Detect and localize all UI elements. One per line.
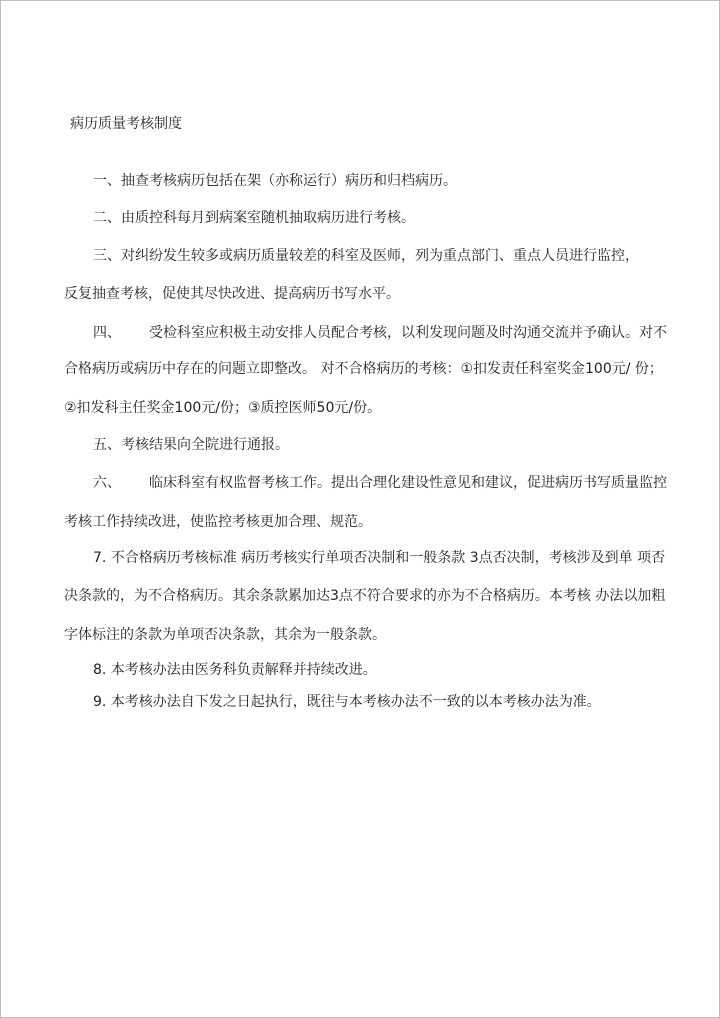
paragraph-line-10: 考核工作持续改进，使监控考核更加合理、规范。 xyxy=(64,514,372,530)
section-marker-six: 六、 xyxy=(93,475,121,491)
paragraph-line-4: 反复抽查考核，促使其尽快改进、提高病历书写水平。 xyxy=(64,286,400,302)
paragraph-line-6: 合格病历或病历中存在的问题立即整改。 对不合格病历的考核：①扣发责任科室奖金100元/ 份； xyxy=(64,361,663,377)
paragraph-line-15: 9. 本考核办法自下发之日起执行，既往与本考核办法不一致的以本考核办法为准。 xyxy=(93,694,601,710)
paragraph-line-2: 二、由质控科每月到病案室随机抽取病历进行考核。 xyxy=(93,210,415,226)
paragraph-line-9 xyxy=(93,473,667,493)
paragraph-line-5 xyxy=(93,323,667,343)
paragraph-line-13: 字体标注的条款为单项否决条款，其余为一般条款。 xyxy=(64,627,386,643)
paragraph-line-3: 三、对纠纷发生较多或病历质量较差的科室及医师，列为重点部门、重点人员进行监控， xyxy=(93,248,639,264)
document-title: 病历质量考核制度 xyxy=(70,116,182,132)
paragraph-line-14: 8. 本考核办法由医务科负责解释并持续改进。 xyxy=(93,662,377,678)
paragraph-line-11: 7. 不合格病历考核标准 病历考核实行单项否决制和一般条款 3点否决制，考核涉及到单 项否 xyxy=(93,550,666,566)
section-marker-four: 四、 xyxy=(93,325,121,341)
paragraph-line-5-text: 受检科室应积极主动安排人员配合考核，以利发现问题及时沟通交流并予确认。对不 xyxy=(149,325,667,341)
paragraph-line-12: 决条款的，为不合格病历。其余条款累加达3点不符合要求的亦为不合格病历。本考核 办法以加粗 xyxy=(64,588,666,604)
paragraph-line-8: 五、考核结果向全院进行通报。 xyxy=(93,437,289,453)
paragraph-line-1: 一、抽查考核病历包括在架（亦称运行）病历和归档病历。 xyxy=(93,173,457,189)
paragraph-line-9-text: 临床科室有权监督考核工作。提出合理化建设性意见和建议，促进病历书写质量监控 xyxy=(149,475,667,491)
paragraph-line-7: ②扣发科主任奖金100元/份；③质控医师50元/份。 xyxy=(64,400,382,416)
